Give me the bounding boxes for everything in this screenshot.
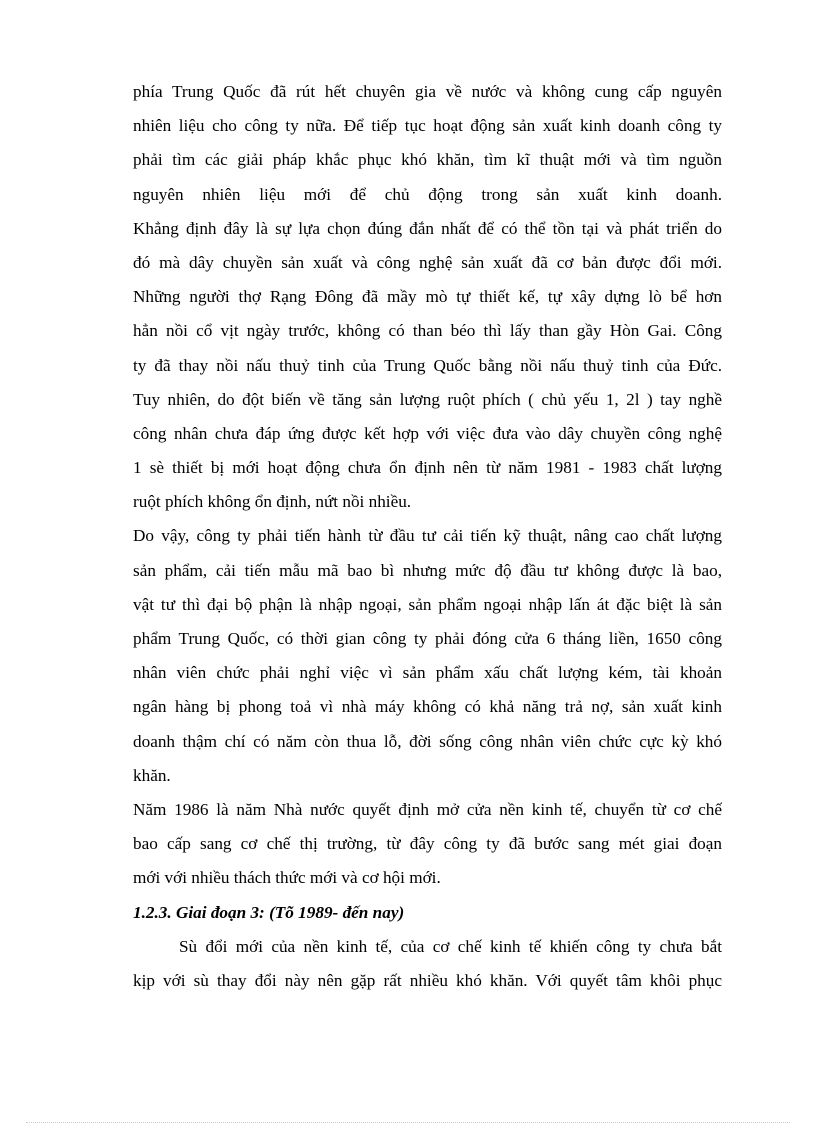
text-line: ruột phích không ổn định, nứt nồi nhiều. bbox=[133, 492, 412, 512]
text-line: phải tìm các giải pháp khắc phục khó khăn, tìm kĩ thuật mới và tìm nguồn bbox=[133, 150, 722, 170]
text-line: mới với nhiều thách thức mới và cơ hội mới. bbox=[133, 868, 441, 888]
text-line: kịp với sù thay đổi này nên gặp rất nhiều khó khăn. Với quyết tâm khôi phục bbox=[133, 970, 722, 990]
text-line: Sù đổi mới của nền kinh tế, của cơ chế kinh tế khiến công ty chưa bắt bbox=[179, 936, 722, 956]
text-line: hẳn nồi cổ vịt ngày trước, không có than béo thì lấy than gầy Hòn Gai. Công bbox=[133, 321, 722, 341]
text-line: Những người thợ Rạng Đông đã mầy mò tự thiết kế, tự xây dựng lò bể hơn bbox=[133, 287, 722, 307]
text-line: đó mà dây chuyền sản xuất và công nghệ sản xuất đã cơ bản được đổi mới. bbox=[133, 252, 722, 272]
text-line: doanh thậm chí có năm còn thua lỗ, đời sống công nhân viên chức cực kỳ khó bbox=[133, 731, 722, 751]
text-line: vật tư thì đại bộ phận là nhập ngoại, sản phẩm ngoại nhập lấn át đặc biệt là sản bbox=[133, 594, 722, 614]
text-line: công nhân chưa đáp ứng được kết hợp với việc đưa vào dây chuyền công nghệ bbox=[133, 423, 722, 443]
text-line: 1 sè thiết bị mới hoạt động chưa ổn định nên từ năm 1981 - 1983 chất lượng bbox=[133, 458, 722, 478]
text-line: nhiên liệu cho công ty nữa. Để tiếp tục hoạt động sản xuất kinh doanh công ty bbox=[133, 116, 722, 136]
text-line: nhân viên chức phải nghỉ việc vì sản phẩm xấu chất lượng kém, tài khoản bbox=[133, 663, 722, 683]
document-body bbox=[133, 75, 722, 998]
text-line: phía Trung Quốc đã rút hết chuyên gia về nước và không cung cấp nguyên bbox=[133, 82, 722, 101]
text-line: bao cấp sang cơ chế thị trường, từ đây công ty đã bước sang mét giai đoạn bbox=[133, 834, 722, 854]
text-line: Khẳng định đây là sự lựa chọn đúng đắn nhất để có thể tồn tại và phát triển do bbox=[133, 218, 722, 238]
text-line: nguyên nhiên liệu mới để chủ động trong sản xuất kinh doanh. bbox=[133, 184, 722, 204]
text-line: Tuy nhiên, do đột biến về tăng sản lượng ruột phích ( chủ yếu 1, 2l ) tay nghề bbox=[133, 389, 722, 409]
text-line: sản phẩm, cải tiến mẫu mã bao bì nhưng mức độ đầu tư không được là bao, bbox=[133, 560, 722, 580]
text-line: ty đã thay nồi nấu thuỷ tinh của Trung Quốc bằng nồi nấu thuỷ tinh của Đức. bbox=[133, 355, 722, 375]
text-line: Do vậy, công ty phải tiến hành từ đầu tư cải tiến kỹ thuật, nâng cao chất lượng bbox=[133, 526, 722, 546]
text-line: ngân hàng bị phong toả vì nhà máy không có khả năng trả nợ, sản xuất kinh bbox=[133, 697, 722, 717]
section-heading: 1.2.3. Giai đoạn 3: (Tõ 1989- đến nay) bbox=[133, 902, 405, 922]
text-line: phẩm Trung Quốc, có thời gian công ty phải đóng cửa 6 tháng liền, 1650 công bbox=[133, 629, 722, 648]
text-line: Năm 1986 là năm Nhà nước quyết định mở cửa nền kinh tế, chuyển từ cơ chế bbox=[133, 799, 722, 819]
text-line: khăn. bbox=[133, 765, 171, 785]
